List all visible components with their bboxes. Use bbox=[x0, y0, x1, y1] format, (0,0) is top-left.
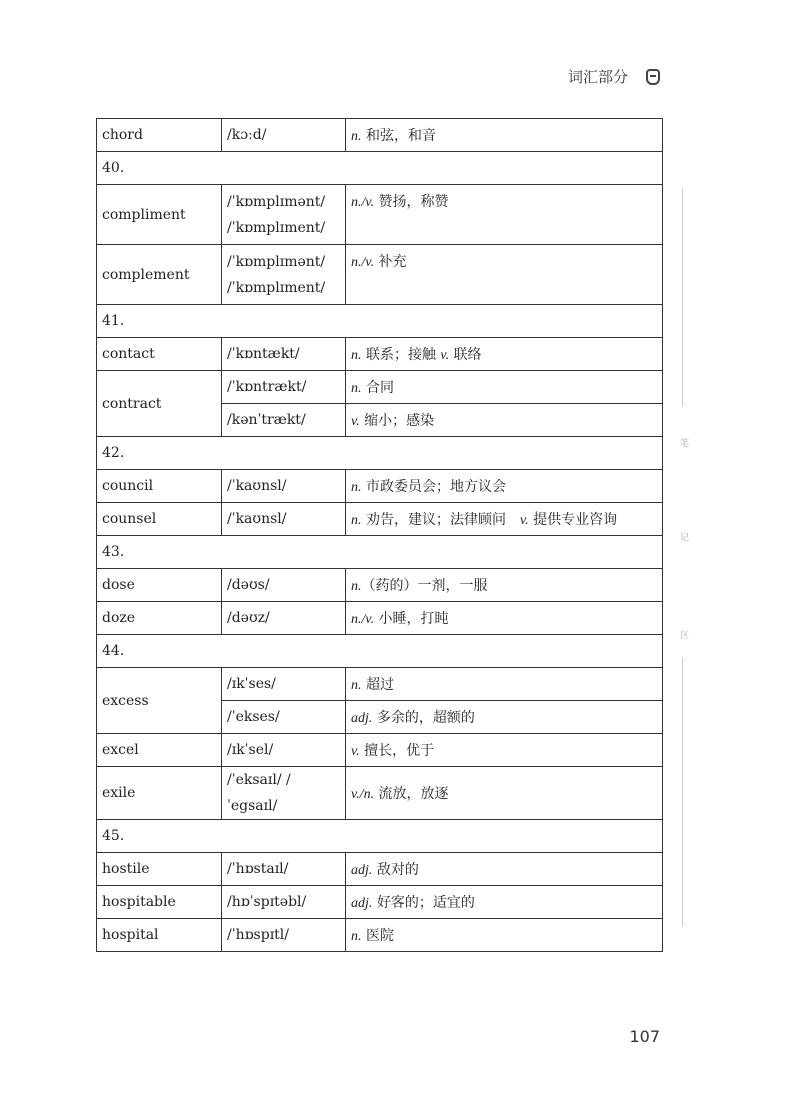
definition: 赞扬，称赞 bbox=[374, 194, 449, 210]
section-row bbox=[97, 820, 663, 853]
phonetic-cell bbox=[222, 919, 346, 952]
phonetic-cell bbox=[222, 602, 346, 635]
table-row bbox=[97, 767, 663, 820]
definition-cell bbox=[346, 602, 663, 635]
phonetic: /kənˈtrækt/ bbox=[227, 412, 306, 428]
definition-cell bbox=[346, 569, 663, 602]
phonetic: /kɔːd/ bbox=[227, 127, 267, 143]
definition: 合同 bbox=[361, 380, 394, 396]
section-label: 45. bbox=[97, 820, 663, 853]
part-of-speech: adj. bbox=[351, 863, 373, 878]
word-cell: excel bbox=[97, 734, 222, 767]
word-cell: hospital bbox=[97, 919, 222, 952]
phonetic: /ˈhɒstaɪl/ bbox=[227, 861, 289, 877]
part-of-speech: v. bbox=[519, 513, 529, 528]
table-row bbox=[97, 734, 663, 767]
section-label: 43. bbox=[97, 536, 663, 569]
definition: 市政委员会；地方议会 bbox=[361, 479, 506, 495]
part-of-speech: n./v. bbox=[351, 612, 375, 627]
definition-cell bbox=[346, 668, 663, 701]
definition: 联系；接触 bbox=[361, 347, 441, 363]
part-of-speech: n. bbox=[351, 480, 362, 495]
part-of-speech: n. bbox=[351, 579, 362, 594]
definition-cell bbox=[346, 701, 663, 734]
word-cell: dose bbox=[97, 569, 222, 602]
page-header bbox=[568, 66, 660, 87]
phonetic: /ˈkɒmplɪmənt/ bbox=[227, 193, 326, 210]
table-row bbox=[97, 853, 663, 886]
definition-cell bbox=[346, 886, 663, 919]
word-cell: counsel bbox=[97, 503, 222, 536]
part-of-speech: v. bbox=[351, 414, 360, 429]
word-cell: contract bbox=[97, 371, 222, 437]
definition: 缩小；感染 bbox=[359, 413, 435, 429]
vocabulary-table bbox=[96, 118, 663, 952]
word-cell: council bbox=[97, 470, 222, 503]
section-row bbox=[97, 152, 663, 185]
word-cell: complement bbox=[97, 245, 222, 305]
table-row bbox=[97, 602, 663, 635]
definition: 医院 bbox=[361, 928, 394, 944]
section-row bbox=[97, 536, 663, 569]
notes-margin bbox=[682, 188, 702, 928]
definition-cell bbox=[346, 338, 663, 371]
section-title: 词汇部分 bbox=[567, 68, 628, 86]
part-of-speech: n. bbox=[351, 513, 362, 528]
definition-cell bbox=[346, 734, 663, 767]
table-row bbox=[97, 119, 663, 152]
section-label: 40. bbox=[97, 152, 663, 185]
phonetic: /hɒˈspɪtəbl/ bbox=[227, 894, 307, 910]
page-number: 107 bbox=[629, 1027, 660, 1046]
part-of-speech: v./n. bbox=[351, 787, 375, 802]
notes-char: 区 bbox=[680, 631, 690, 641]
phonetic: /ɪkˈsel/ bbox=[227, 742, 274, 758]
phonetic: /ˈkaʊnsl/ bbox=[227, 478, 287, 494]
part-of-speech: v. bbox=[440, 348, 450, 363]
definition-cell bbox=[346, 245, 663, 305]
phonetic-cell bbox=[222, 338, 346, 371]
part-of-speech: n. bbox=[351, 129, 362, 144]
definition: 和弦，和音 bbox=[361, 128, 436, 144]
phonetic-cell bbox=[222, 404, 346, 437]
phonetic-cell bbox=[222, 569, 346, 602]
book-icon bbox=[646, 69, 660, 85]
phonetic: /ˈekses/ bbox=[227, 709, 280, 725]
section-label: 41. bbox=[97, 305, 663, 338]
phonetic-cell bbox=[222, 734, 346, 767]
notes-char: 记 bbox=[680, 533, 690, 543]
notes-char: 笔 bbox=[680, 439, 690, 449]
table-row bbox=[97, 503, 663, 536]
table-row bbox=[97, 338, 663, 371]
definition: 好客的；适宜的 bbox=[372, 895, 475, 911]
definition-cell bbox=[346, 404, 663, 437]
part-of-speech: adj. bbox=[351, 711, 373, 726]
definition-cell bbox=[346, 371, 663, 404]
definition-cell bbox=[346, 767, 663, 820]
phonetic: /ˈeksaɪl/ /ˈegsaɪl/ bbox=[227, 772, 291, 814]
section-label: 44. bbox=[97, 635, 663, 668]
table-row bbox=[97, 668, 663, 701]
definition: 小睡，打盹 bbox=[374, 611, 449, 627]
word-cell: hostile bbox=[97, 853, 222, 886]
section-row bbox=[97, 437, 663, 470]
part-of-speech: v. bbox=[351, 744, 360, 759]
phonetic-cell bbox=[222, 503, 346, 536]
phonetic-cell bbox=[222, 185, 346, 245]
part-of-speech: n./v. bbox=[351, 255, 375, 270]
definition: 超过 bbox=[361, 677, 394, 693]
phonetic-cell bbox=[222, 245, 346, 305]
definition: 多余的，超额的 bbox=[372, 710, 475, 726]
definition: 联络 bbox=[449, 347, 482, 363]
definition: 补充 bbox=[374, 254, 407, 270]
word-cell: excess bbox=[97, 668, 222, 734]
phonetic: /ˈhɒspɪtl/ bbox=[227, 927, 289, 943]
word-cell: contact bbox=[97, 338, 222, 371]
table-row bbox=[97, 886, 663, 919]
part-of-speech: n. bbox=[351, 381, 362, 396]
phonetic-cell bbox=[222, 767, 346, 820]
part-of-speech: n. bbox=[351, 929, 362, 944]
definition: 流放，放逐 bbox=[374, 786, 449, 802]
word-cell: exile bbox=[97, 767, 222, 820]
part-of-speech: n. bbox=[351, 678, 362, 693]
section-label: 42. bbox=[97, 437, 663, 470]
table-row bbox=[97, 919, 663, 952]
phonetic: /ˈkɒntrækt/ bbox=[227, 379, 307, 395]
word-cell: doze bbox=[97, 602, 222, 635]
phonetic: /dəʊz/ bbox=[227, 610, 270, 626]
phonetic-cell bbox=[222, 853, 346, 886]
phonetic: /ˈkɒntækt/ bbox=[227, 346, 300, 362]
phonetic-cell bbox=[222, 119, 346, 152]
table-row bbox=[97, 185, 663, 245]
definition: 劝告，建议；法律顾问 bbox=[361, 512, 520, 528]
definition-cell bbox=[346, 185, 663, 245]
part-of-speech: adj. bbox=[351, 896, 373, 911]
phonetic-cell bbox=[222, 470, 346, 503]
part-of-speech: n./v. bbox=[351, 195, 375, 210]
section-row bbox=[97, 305, 663, 338]
phonetic-cell bbox=[222, 701, 346, 734]
definition: 擅长，优于 bbox=[359, 743, 435, 759]
table-row bbox=[97, 245, 663, 305]
phonetic: /dəʊs/ bbox=[227, 577, 270, 593]
phonetic: /ˈkɒmplɪment/ bbox=[227, 219, 326, 236]
phonetic-cell bbox=[222, 886, 346, 919]
word-cell: compliment bbox=[97, 185, 222, 245]
phonetic: /ɪkˈses/ bbox=[227, 676, 276, 692]
definition: （药的）一剂，一服 bbox=[361, 578, 488, 594]
phonetic: /ˈkɒmplɪmənt/ bbox=[227, 253, 326, 270]
phonetic-cell bbox=[222, 371, 346, 404]
phonetic: /ˈkaʊnsl/ bbox=[227, 511, 287, 527]
definition: 敌对的 bbox=[372, 862, 419, 878]
word-cell: chord bbox=[97, 119, 222, 152]
section-row bbox=[97, 635, 663, 668]
definition-cell bbox=[346, 503, 663, 536]
table-row bbox=[97, 470, 663, 503]
phonetic: /ˈkɒmplɪment/ bbox=[227, 279, 326, 296]
definition-cell bbox=[346, 853, 663, 886]
phonetic-cell bbox=[222, 668, 346, 701]
table-row bbox=[97, 569, 663, 602]
word-cell: hospitable bbox=[97, 886, 222, 919]
part-of-speech: n. bbox=[351, 348, 362, 363]
definition-cell bbox=[346, 470, 663, 503]
definition: 提供专业咨询 bbox=[528, 512, 618, 528]
table-row bbox=[97, 371, 663, 404]
definition-cell bbox=[346, 119, 663, 152]
definition-cell bbox=[346, 919, 663, 952]
